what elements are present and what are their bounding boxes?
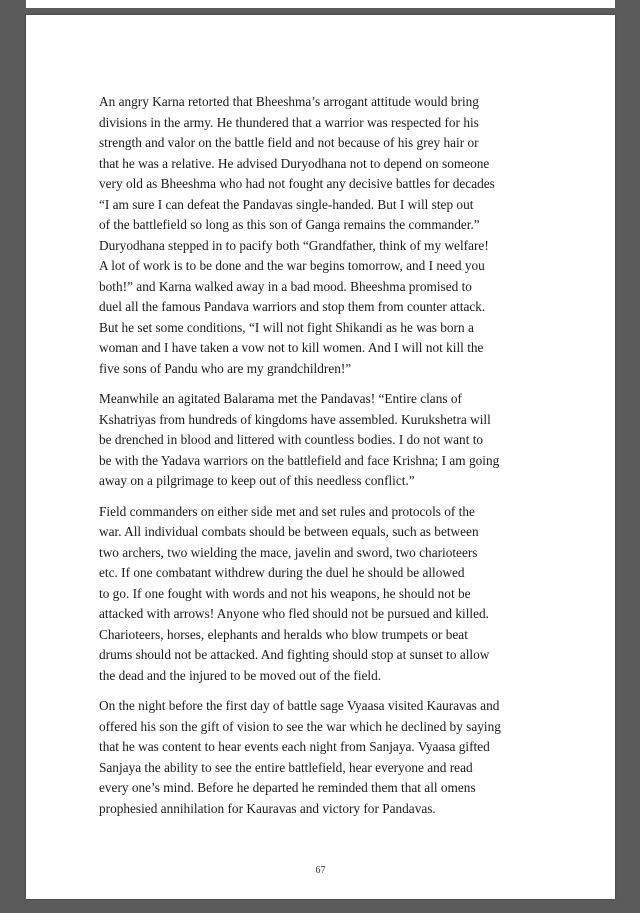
text-line: Kshatriyas from hundreds of kingdoms have assembled. Kurukshetra will <box>99 411 491 427</box>
text-line: On the night before the first day of battle sage Vyaasa visited Kauravas and <box>99 698 500 713</box>
text-line: Sanjaya the ability to see the entire battlefield, hear everyone and read <box>99 759 473 775</box>
text-line: But he set some conditions, “I will not fight Shikandi as he was born a <box>99 319 474 335</box>
text-line: to go. If one fought with words and not his weapons, he should not be <box>99 585 471 601</box>
paragraph <box>99 92 565 379</box>
text-line: divisions in the army. He thundered that a warrior was respected for his <box>99 114 479 130</box>
text-line: Duryodhana stepped in to pacify both “Grandfather, think of my welfare! <box>99 237 489 253</box>
text-line: that he was a relative. He advised Duryodhana not to depend on someone <box>99 155 490 171</box>
text-line: be drenched in blood and littered with countless bodies. I do not want to <box>99 432 484 447</box>
text-line: Charioteers, horses, elephants and heralds who blow trumpets or beat <box>99 626 468 642</box>
text-line: every one’s mind. Before he departed he reminded them that all omens <box>99 780 476 795</box>
text-line: Meanwhile an agitated Balarama met the Pandavas! “Entire clans of <box>99 391 462 406</box>
text-line: An angry Karna retorted that Bheeshma’s arrogant attitude would bring <box>99 94 479 109</box>
previous-page-edge <box>26 0 615 8</box>
text-line: woman and I have taken a vow not to kill women. And I will not kill the <box>99 340 484 355</box>
text-line: drums should not be attacked. And fighting should stop at sunset to allow <box>99 647 490 662</box>
text-line: two archers, two wielding the mace, javelin and sword, two charioteers <box>99 544 478 560</box>
paragraph <box>99 389 565 492</box>
paragraph <box>99 502 565 687</box>
text-line: very old as Bheeshma who had not fought any decisive battles for decades <box>99 176 495 191</box>
text-line: strength and valor on the battle field and not because of his grey hair or <box>99 135 479 150</box>
text-line: that he was content to hear events each night from Sanjaya. Vyaasa gifted <box>99 739 490 754</box>
text-line: A lot of work is to be done and the war begins tomorrow, and I need you <box>99 258 485 273</box>
text-line: “I am sure I can defeat the Pandavas single-handed. But I will step out <box>99 196 474 212</box>
text-line: be with the Yadava warriors on the battlefield and face Krishna; I am going <box>99 452 500 468</box>
text-line: war. All individual combats should be between equals, such as between <box>99 524 479 539</box>
text-line: both!” and Karna walked away in a bad mood. Bheeshma promised to <box>99 278 472 294</box>
book-page <box>26 15 615 899</box>
text-line: away on a pilgrimage to keep out of this needless conflict.” <box>99 473 415 488</box>
page-body <box>99 92 565 829</box>
text-line: offered his son the gift of vision to see the war which he declined by saying <box>99 718 501 734</box>
text-line: Field commanders on either side met and set rules and protocols of the <box>99 503 475 519</box>
page-number: 67 <box>315 865 326 876</box>
text-line: duel all the famous Pandava warriors and stop them from counter attack. <box>99 299 486 314</box>
text-line: the dead and the injured to be moved out of the field. <box>99 667 382 683</box>
paragraph <box>99 696 565 819</box>
text-line: etc. If one combatant withdrew during the duel he should be allowed <box>99 565 465 580</box>
text-line: five sons of Pandu who are my grandchildren!” <box>99 360 352 376</box>
text-line: prophesied annihilation for Kauravas and victory for Pandavas. <box>99 800 436 816</box>
text-line: attacked with arrows! Anyone who fled should not be pursued and killed. <box>99 606 489 621</box>
text-line: of the battlefield so long as this son of Ganga remains the commander.” <box>99 217 480 232</box>
